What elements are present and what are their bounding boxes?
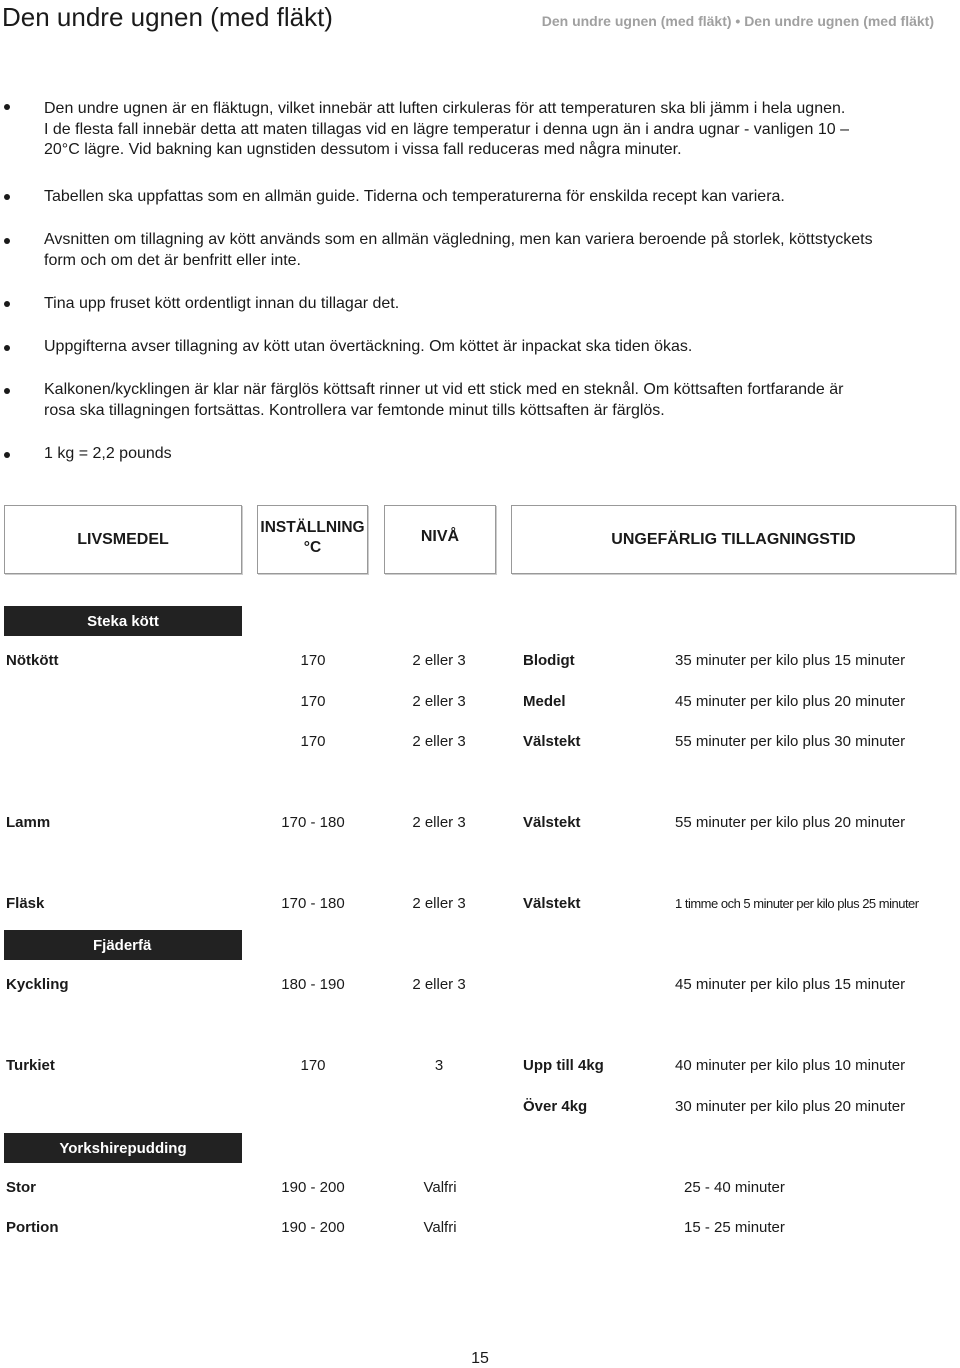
bullet-dot-icon — [4, 194, 10, 200]
section-heading-yorkshire: Yorkshirepudding — [4, 1133, 242, 1163]
page-title: Den undre ugnen (med fläkt) — [2, 2, 333, 32]
food-name: Nötkött — [6, 652, 59, 669]
food-name: Portion — [6, 1219, 59, 1236]
temperature: 190 - 200 — [281, 1179, 345, 1196]
temperature: 170 — [300, 733, 326, 750]
cooking-time: 45 minuter per kilo plus 20 minuter — [675, 693, 906, 710]
bullet-item: Tina upp fruset kött ordentligt innan du tillagar det. — [44, 295, 400, 312]
doneness: Blodigt — [523, 652, 575, 669]
header-food: LIVSMEDEL — [4, 505, 242, 574]
cooking-time: 45 minuter per kilo plus 15 minuter — [675, 976, 906, 993]
level: 2 eller 3 — [412, 693, 466, 710]
temperature: 170 — [300, 652, 326, 669]
level: 2 eller 3 — [412, 976, 466, 993]
header-time: UNGEFÄRLIG TILLAGNINGSTID — [511, 505, 956, 574]
level: 2 eller 3 — [412, 652, 466, 669]
running-header: Den undre ugnen (med fläkt) • Den undre ugnen (med fläkt) — [541, 13, 934, 29]
food-name: Turkiet — [6, 1057, 55, 1074]
bullet-dot-icon — [4, 452, 10, 458]
doneness: Välstekt — [523, 814, 581, 831]
doneness: Upp till 4kg — [523, 1057, 604, 1074]
food-name: Stor — [6, 1179, 36, 1196]
bullet-dot-icon — [4, 345, 10, 351]
level: Valfri — [423, 1219, 457, 1236]
bullet-dot-icon — [4, 301, 10, 307]
section-heading-meat: Steka kött — [4, 606, 242, 636]
section-heading-poultry: Fjäderfä — [4, 930, 242, 960]
page-number: 15 — [471, 1350, 489, 1367]
cooking-time: 30 minuter per kilo plus 20 minuter — [675, 1098, 906, 1115]
bullet-item: Uppgifterna avser tillagning av kött utan övertäckning. Om köttet är inpackat ska tiden ökas. — [44, 338, 693, 355]
header-setting-unit: °C — [303, 539, 322, 556]
level: Valfri — [423, 1179, 457, 1196]
bullet-item: Kalkonen/kycklingen är klar när färglös köttsaft rinner ut vid ett stick med en steknål. Om köttsaften fortfarande är rosa ska tillagningen fortsättas. Kontrollera var femtonde minut tills köttsaften är färglös. — [44, 381, 844, 419]
temperature: 190 - 200 — [281, 1219, 345, 1236]
bullet-item: 1 kg = 2,2 pounds — [44, 445, 172, 462]
cooking-time: 35 minuter per kilo plus 15 minuter — [675, 652, 906, 669]
cooking-time: 1 timme och 5 minuter per kilo plus 25 minuter — [675, 896, 919, 911]
temperature: 170 — [300, 1057, 326, 1074]
doneness: Välstekt — [523, 733, 581, 750]
doneness: Välstekt — [523, 895, 581, 912]
level: 2 eller 3 — [412, 733, 466, 750]
temperature: 170 - 180 — [281, 814, 345, 831]
food-name: Fläsk — [6, 895, 45, 912]
doneness: Medel — [523, 693, 566, 710]
cooking-time: 15 - 25 minuter — [684, 1219, 785, 1236]
temperature: 180 - 190 — [281, 976, 345, 993]
bullet-item: Avsnitten om tillagning av kött används som en allmän vägledning, men kan variera beroende på storlek, köttstyckets form och om det är benfritt eller inte. — [44, 231, 873, 269]
bullet-dot-icon — [4, 238, 10, 244]
bullet-dot-icon — [4, 104, 10, 110]
level: 3 — [434, 1057, 444, 1074]
cooking-time: 40 minuter per kilo plus 10 minuter — [675, 1057, 906, 1074]
temperature: 170 — [300, 693, 326, 710]
cooking-time: 55 minuter per kilo plus 30 minuter — [675, 733, 906, 750]
food-name: Kyckling — [6, 976, 69, 993]
bullet-item: Den undre ugnen är en fläktugn, vilket innebär att luften cirkuleras för att temperaturen ska bli jämm i hela ugnen. I de flesta fall innebär detta att maten tillagas vid en lägre temperatur i denna ugn än i andra ugnar - vanligen 10 – 20°C lägre. Vid bakning kan ugnstiden dessutom i vissa fall reduceras med några minuter. — [44, 100, 849, 158]
header-setting — [257, 505, 368, 574]
bullet-dot-icon — [4, 388, 10, 394]
temperature: 170 - 180 — [281, 895, 345, 912]
header-level: NIVÅ — [384, 505, 496, 574]
header-setting-label: INSTÄLLNING — [260, 519, 365, 536]
cooking-time: 25 - 40 minuter — [684, 1179, 785, 1196]
level: 2 eller 3 — [412, 814, 466, 831]
cooking-time: 55 minuter per kilo plus 20 minuter — [675, 814, 906, 831]
food-name: Lamm — [6, 814, 51, 831]
level: 2 eller 3 — [412, 895, 466, 912]
doneness: Över 4kg — [523, 1098, 588, 1115]
bullet-item: Tabellen ska uppfattas som en allmän guide. Tiderna och temperaturerna för enskilda recept kan variera. — [44, 188, 785, 205]
